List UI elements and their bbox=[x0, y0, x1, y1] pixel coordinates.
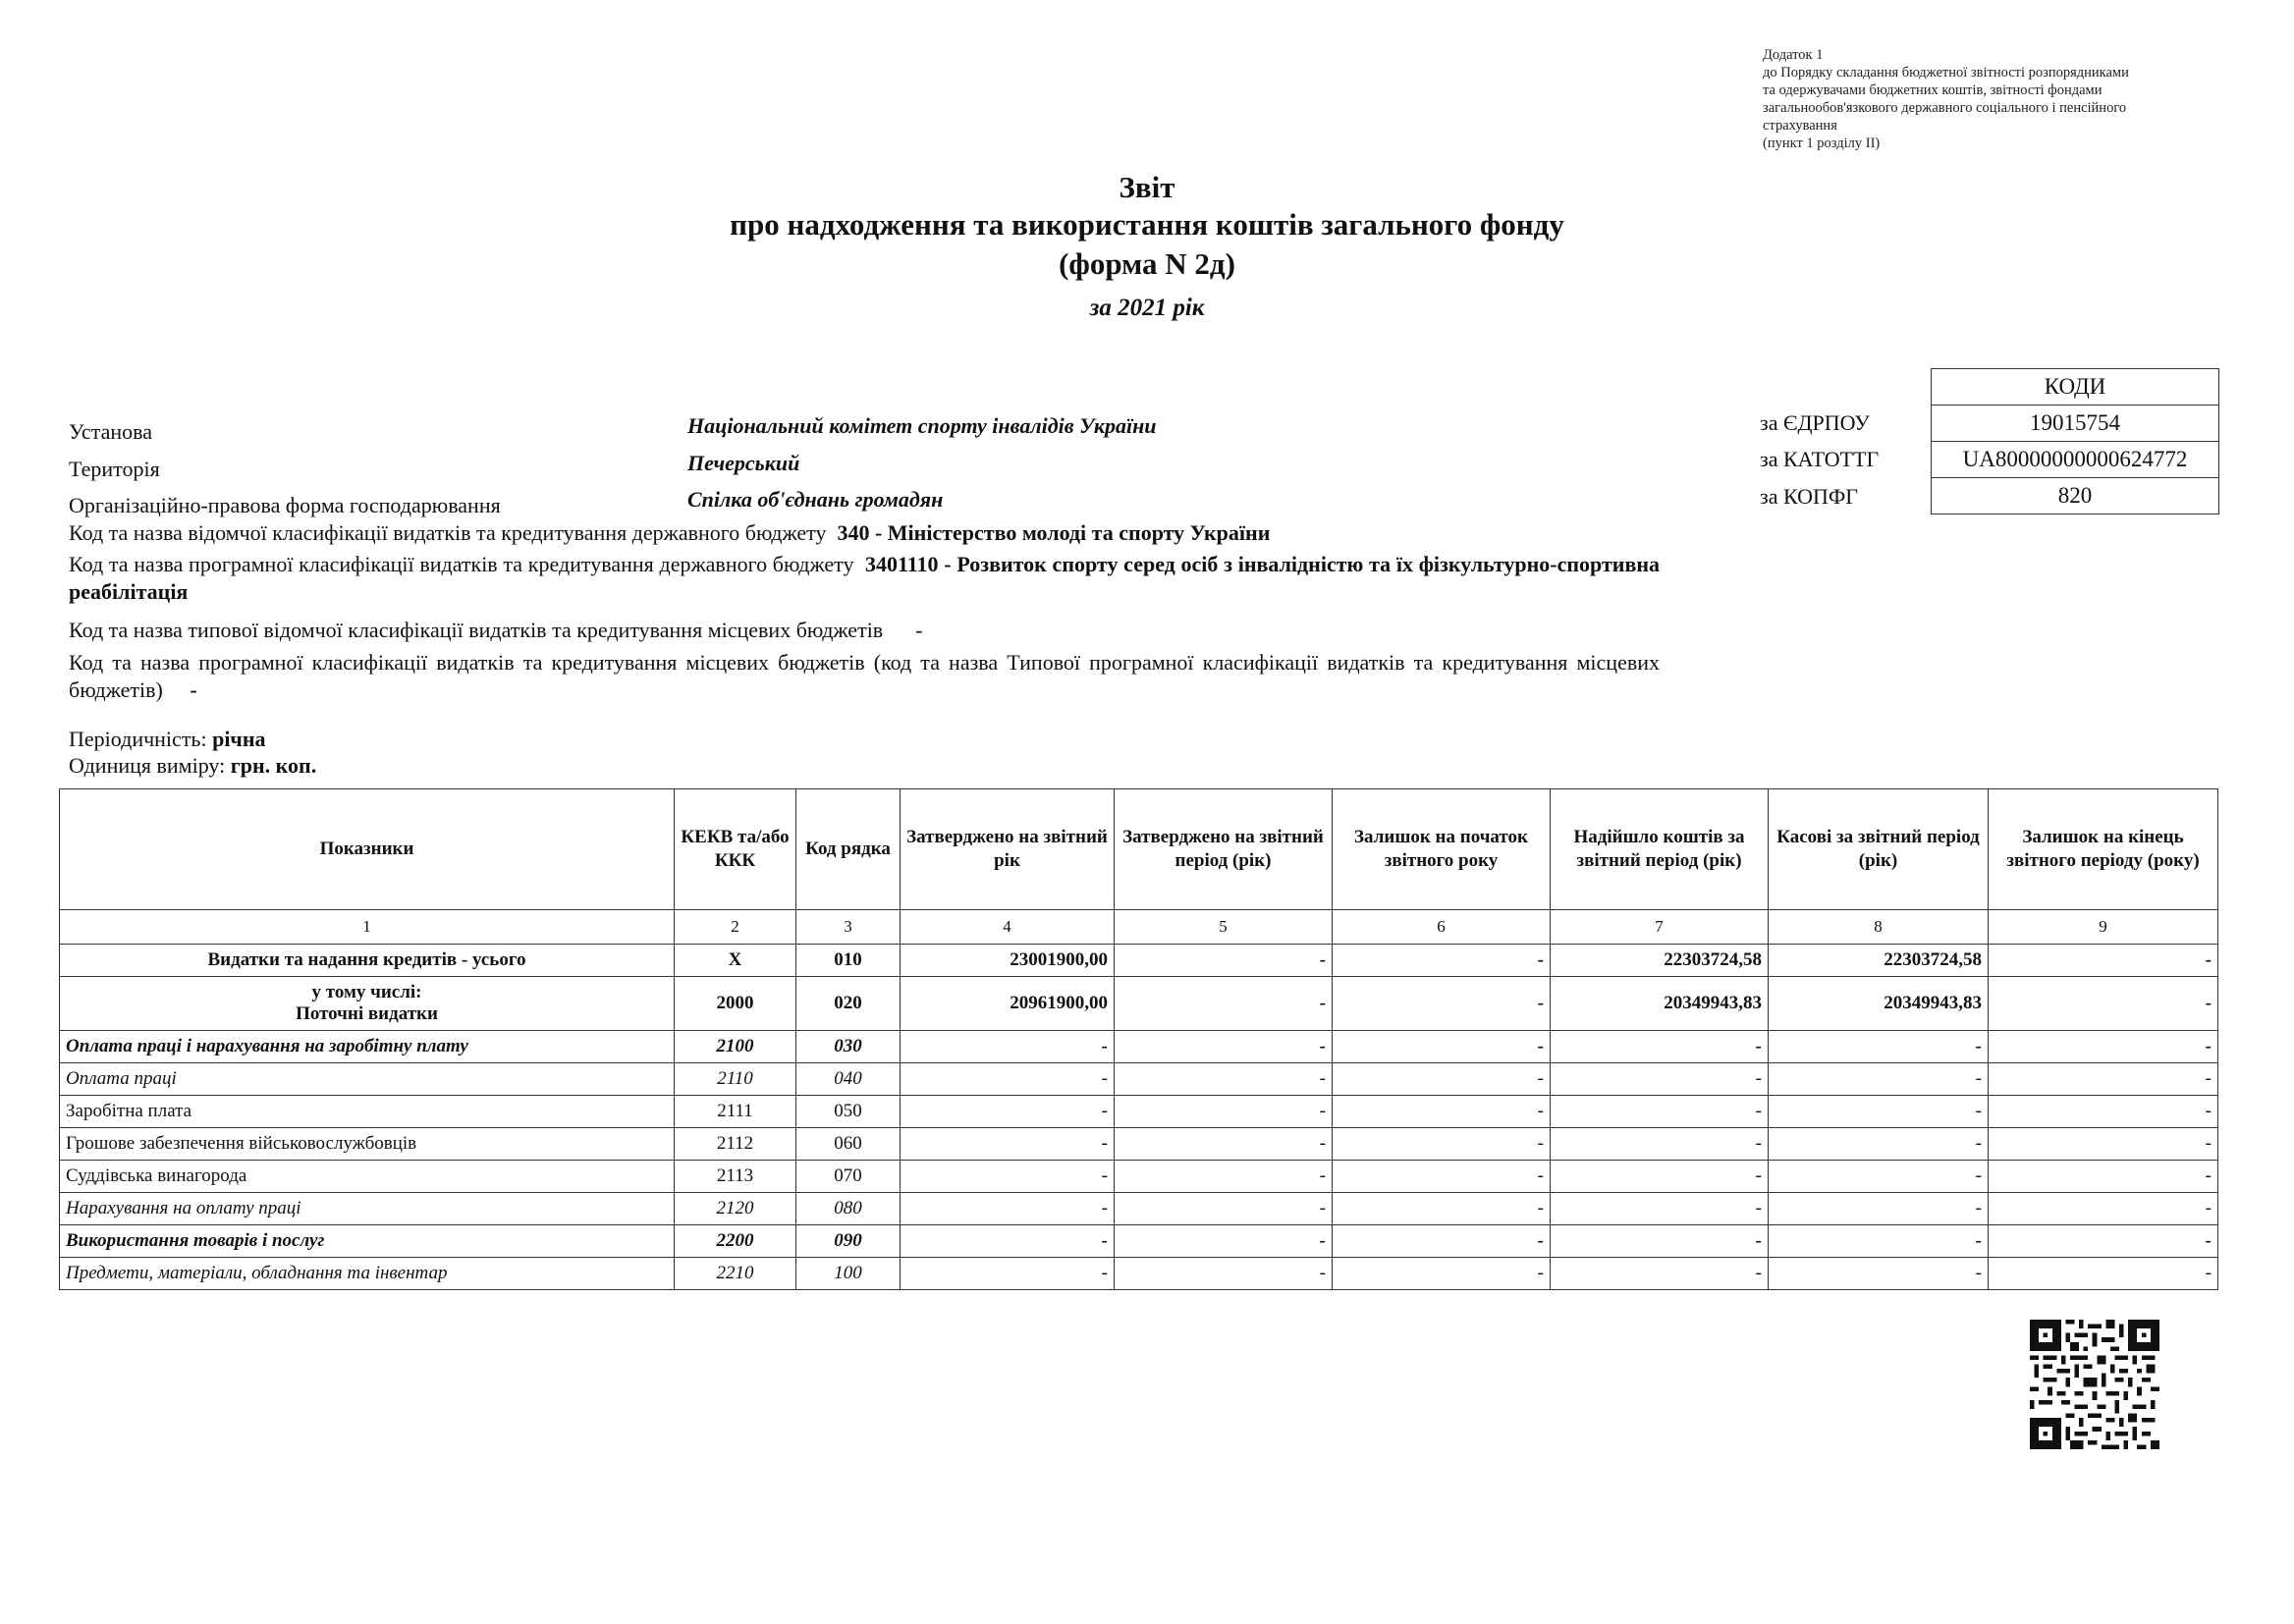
row-received: - bbox=[1551, 1193, 1769, 1225]
row-code: 050 bbox=[796, 1096, 901, 1128]
row-received: - bbox=[1551, 1063, 1769, 1096]
qr-code-icon bbox=[2030, 1320, 2159, 1449]
row-kekv: 2210 bbox=[675, 1258, 796, 1290]
row-cash: - bbox=[1769, 1225, 1989, 1258]
kopfg-label: за КОПФГ bbox=[1760, 484, 1858, 509]
appendix-line: (пункт 1 розділу II) bbox=[1763, 135, 1881, 151]
col-number: 5 bbox=[1115, 910, 1333, 945]
row-balance-end: - bbox=[1989, 1193, 2218, 1225]
report-period: за 2021 рік bbox=[1089, 295, 1205, 321]
local-classification-value: - bbox=[190, 677, 197, 702]
row-balance-end: - bbox=[1989, 1128, 2218, 1161]
row-cash: - bbox=[1769, 1063, 1989, 1096]
row-balance-end: - bbox=[1989, 1258, 2218, 1290]
row-approved-year: 20961900,00 bbox=[901, 977, 1115, 1031]
row-name-main: Поточні видатки bbox=[296, 1003, 438, 1024]
institution-value: Національний комітет спорту інвалідів України bbox=[687, 413, 1157, 438]
row-balance-end: - bbox=[1989, 977, 2218, 1031]
row-received: - bbox=[1551, 1225, 1769, 1258]
column-number-row bbox=[60, 910, 2218, 945]
col-header: КЕКВ та/або ККК bbox=[675, 789, 796, 910]
appendix-note bbox=[1763, 46, 2214, 152]
row-approved-year: - bbox=[901, 1128, 1115, 1161]
row-code: 040 bbox=[796, 1063, 901, 1096]
table-row bbox=[60, 1225, 2218, 1258]
row-approved-period: - bbox=[1115, 1128, 1333, 1161]
dept-classification bbox=[69, 519, 1660, 547]
typical-classification-label: Код та назва типової відомчої класифікації видатків та кредитування місцевих бюджетів bbox=[69, 618, 884, 642]
row-code: 070 bbox=[796, 1161, 901, 1193]
row-received: - bbox=[1551, 1128, 1769, 1161]
row-code: 030 bbox=[796, 1031, 901, 1063]
local-classification-label: Код та назва програмної класифікації видатків та кредитування місцевих бюджетів (код та назва Типової програмної класифікації видатків та кредитування місцевих бюджетів) bbox=[69, 650, 1660, 702]
row-code: 080 bbox=[796, 1193, 901, 1225]
row-approved-period: - bbox=[1115, 945, 1333, 977]
row-received: - bbox=[1551, 1096, 1769, 1128]
row-approved-year: - bbox=[901, 1031, 1115, 1063]
row-received: - bbox=[1551, 1031, 1769, 1063]
row-approved-period: - bbox=[1115, 1225, 1333, 1258]
row-approved-year: - bbox=[901, 1225, 1115, 1258]
row-balance-end: - bbox=[1989, 1096, 2218, 1128]
row-cash: - bbox=[1769, 1193, 1989, 1225]
row-kekv: 2120 bbox=[675, 1193, 796, 1225]
program-classification bbox=[69, 551, 1660, 606]
appendix-line: загальнообов'язкового державного соціального і пенсійного bbox=[1763, 100, 2127, 116]
row-approved-period: - bbox=[1115, 1031, 1333, 1063]
col-number: 9 bbox=[1989, 910, 2218, 945]
row-name bbox=[60, 977, 675, 1031]
row-balance-start: - bbox=[1333, 1161, 1551, 1193]
table-row bbox=[60, 1128, 2218, 1161]
row-balance-start: - bbox=[1333, 1128, 1551, 1161]
table-row bbox=[60, 1063, 2218, 1096]
row-kekv: 2111 bbox=[675, 1096, 796, 1128]
col-header: Затверджено на звітний рік bbox=[901, 789, 1115, 910]
row-name: Грошове забезпечення військовослужбовців bbox=[60, 1128, 675, 1161]
row-name-prefix: у тому числі: bbox=[311, 982, 422, 1002]
col-header: Залишок на початок звітного року bbox=[1333, 789, 1551, 910]
row-kekv: 2000 bbox=[675, 977, 796, 1031]
row-code: 020 bbox=[796, 977, 901, 1031]
row-cash: - bbox=[1769, 1258, 1989, 1290]
codes-heading: КОДИ bbox=[1932, 369, 2219, 406]
periodicity-label: Періодичність: bbox=[69, 727, 207, 751]
row-approved-year: - bbox=[901, 1161, 1115, 1193]
row-balance-end: - bbox=[1989, 1031, 2218, 1063]
row-cash: 20349943,83 bbox=[1769, 977, 1989, 1031]
periodicity-value: річна bbox=[212, 727, 266, 751]
edrpou-label: за ЄДРПОУ bbox=[1760, 410, 1870, 435]
row-cash: - bbox=[1769, 1161, 1989, 1193]
appendix-line: Додаток 1 bbox=[1763, 47, 1824, 63]
row-kekv: 2113 bbox=[675, 1161, 796, 1193]
col-header: Код рядка bbox=[796, 789, 901, 910]
col-number: 7 bbox=[1551, 910, 1769, 945]
row-code: 010 bbox=[796, 945, 901, 977]
row-name: Заробітна плата bbox=[60, 1096, 675, 1128]
dept-classification-label: Код та назва відомчої класифікації видатків та кредитування державного бюджету bbox=[69, 520, 827, 545]
row-balance-start: - bbox=[1333, 977, 1551, 1031]
row-kekv: 2110 bbox=[675, 1063, 796, 1096]
program-classification-label: Код та назва програмної класифікації видатків та кредитування державного бюджету bbox=[69, 552, 854, 576]
report-title: Звіт bbox=[1119, 170, 1175, 204]
col-header: Надійшло коштів за звітний період (рік) bbox=[1551, 789, 1769, 910]
row-cash: - bbox=[1769, 1031, 1989, 1063]
katottg-label: за КАТОТТГ bbox=[1760, 447, 1880, 471]
row-name: Предмети, матеріали, обладнання та інвентар bbox=[60, 1258, 675, 1290]
table-row bbox=[60, 1096, 2218, 1128]
row-balance-start: - bbox=[1333, 1193, 1551, 1225]
col-number: 8 bbox=[1769, 910, 1989, 945]
row-code: 100 bbox=[796, 1258, 901, 1290]
table-row bbox=[60, 1193, 2218, 1225]
row-cash: - bbox=[1769, 1128, 1989, 1161]
local-classification bbox=[69, 649, 1660, 704]
appendix-line: до Порядку складання бюджетної звітності розпорядниками bbox=[1763, 65, 2129, 81]
codes-table bbox=[1931, 368, 2219, 514]
unit-label: Одиниця виміру: bbox=[69, 753, 226, 778]
col-number: 2 bbox=[675, 910, 796, 945]
row-kekv: 2100 bbox=[675, 1031, 796, 1063]
program-classification-value: 3401110 - Розвиток спорту серед осіб з інвалідністю та їх фізкультурно-спортивна реабілітація bbox=[69, 552, 1661, 604]
report-subtitle: про надходження та використання коштів загального фонду bbox=[730, 207, 1564, 242]
col-number: 6 bbox=[1333, 910, 1551, 945]
row-received: - bbox=[1551, 1161, 1769, 1193]
row-received: - bbox=[1551, 1258, 1769, 1290]
row-name: Оплата праці bbox=[60, 1063, 675, 1096]
territory-value: Печерський bbox=[687, 451, 800, 475]
legal-form-label: Організаційно-правова форма господарювання bbox=[69, 493, 501, 517]
row-name: Оплата праці і нарахування на заробітну плату bbox=[60, 1031, 675, 1063]
territory-label: Територія bbox=[69, 457, 160, 481]
row-balance-end: - bbox=[1989, 1063, 2218, 1096]
row-approved-year: - bbox=[901, 1258, 1115, 1290]
institution-label: Установа bbox=[69, 419, 152, 444]
row-approved-period: - bbox=[1115, 1063, 1333, 1096]
dept-classification-value: 340 - Міністерство молоді та спорту України bbox=[837, 520, 1271, 545]
row-received: 20349943,83 bbox=[1551, 977, 1769, 1031]
kopfg-code: 820 bbox=[1932, 478, 2219, 514]
table-row bbox=[60, 1258, 2218, 1290]
row-balance-start: - bbox=[1333, 945, 1551, 977]
row-approved-period: - bbox=[1115, 977, 1333, 1031]
row-balance-start: - bbox=[1333, 1225, 1551, 1258]
row-kekv: X bbox=[675, 945, 796, 977]
col-number: 3 bbox=[796, 910, 901, 945]
col-number: 4 bbox=[901, 910, 1115, 945]
row-code: 090 bbox=[796, 1225, 901, 1258]
row-name: Видатки та надання кредитів - усього bbox=[60, 945, 675, 977]
table-header-row bbox=[60, 789, 2218, 910]
row-balance-end: - bbox=[1989, 1161, 2218, 1193]
row-code: 060 bbox=[796, 1128, 901, 1161]
row-cash: - bbox=[1769, 1096, 1989, 1128]
col-header: Показники bbox=[60, 789, 675, 910]
typical-classification-value: - bbox=[915, 618, 923, 642]
appendix-line: страхування bbox=[1763, 118, 1837, 134]
row-balance-start: - bbox=[1333, 1063, 1551, 1096]
unit-value: грн. коп. bbox=[230, 753, 317, 778]
row-balance-end: - bbox=[1989, 945, 2218, 977]
row-approved-period: - bbox=[1115, 1096, 1333, 1128]
row-name: Нарахування на оплату праці bbox=[60, 1193, 675, 1225]
row-approved-year: - bbox=[901, 1063, 1115, 1096]
row-approved-period: - bbox=[1115, 1193, 1333, 1225]
row-name: Суддівська винагорода bbox=[60, 1161, 675, 1193]
row-cash: 22303724,58 bbox=[1769, 945, 1989, 977]
row-balance-end: - bbox=[1989, 1225, 2218, 1258]
row-kekv: 2112 bbox=[675, 1128, 796, 1161]
typical-classification bbox=[69, 617, 1660, 644]
row-approved-year: 23001900,00 bbox=[901, 945, 1115, 977]
col-header: Затверджено на звітний період (рік) bbox=[1115, 789, 1333, 910]
row-approved-period: - bbox=[1115, 1161, 1333, 1193]
row-balance-start: - bbox=[1333, 1258, 1551, 1290]
periodicity bbox=[69, 727, 266, 752]
col-header: Залишок на кінець звітного періоду (року) bbox=[1989, 789, 2218, 910]
table-row bbox=[60, 1161, 2218, 1193]
row-name: Використання товарів і послуг bbox=[60, 1225, 675, 1258]
col-header: Касові за звітний період (рік) bbox=[1769, 789, 1989, 910]
col-number: 1 bbox=[60, 910, 675, 945]
appendix-line: та одержувачами бюджетних коштів, звітності фондами bbox=[1763, 82, 2103, 98]
katottg-code: UA80000000000624772 bbox=[1932, 442, 2219, 478]
row-approved-year: - bbox=[901, 1096, 1115, 1128]
row-kekv: 2200 bbox=[675, 1225, 796, 1258]
table-row bbox=[60, 1031, 2218, 1063]
unit bbox=[69, 753, 316, 779]
legal-form-value: Спілка об'єднань громадян bbox=[687, 487, 944, 512]
row-balance-start: - bbox=[1333, 1096, 1551, 1128]
report-table bbox=[59, 788, 2218, 1290]
form-code: (форма N 2д) bbox=[1059, 246, 1235, 281]
table-row bbox=[60, 977, 2218, 1031]
row-received: 22303724,58 bbox=[1551, 945, 1769, 977]
row-approved-period: - bbox=[1115, 1258, 1333, 1290]
edrpou-code: 19015754 bbox=[1932, 406, 2219, 442]
row-balance-start: - bbox=[1333, 1031, 1551, 1063]
table-row bbox=[60, 945, 2218, 977]
row-approved-year: - bbox=[901, 1193, 1115, 1225]
